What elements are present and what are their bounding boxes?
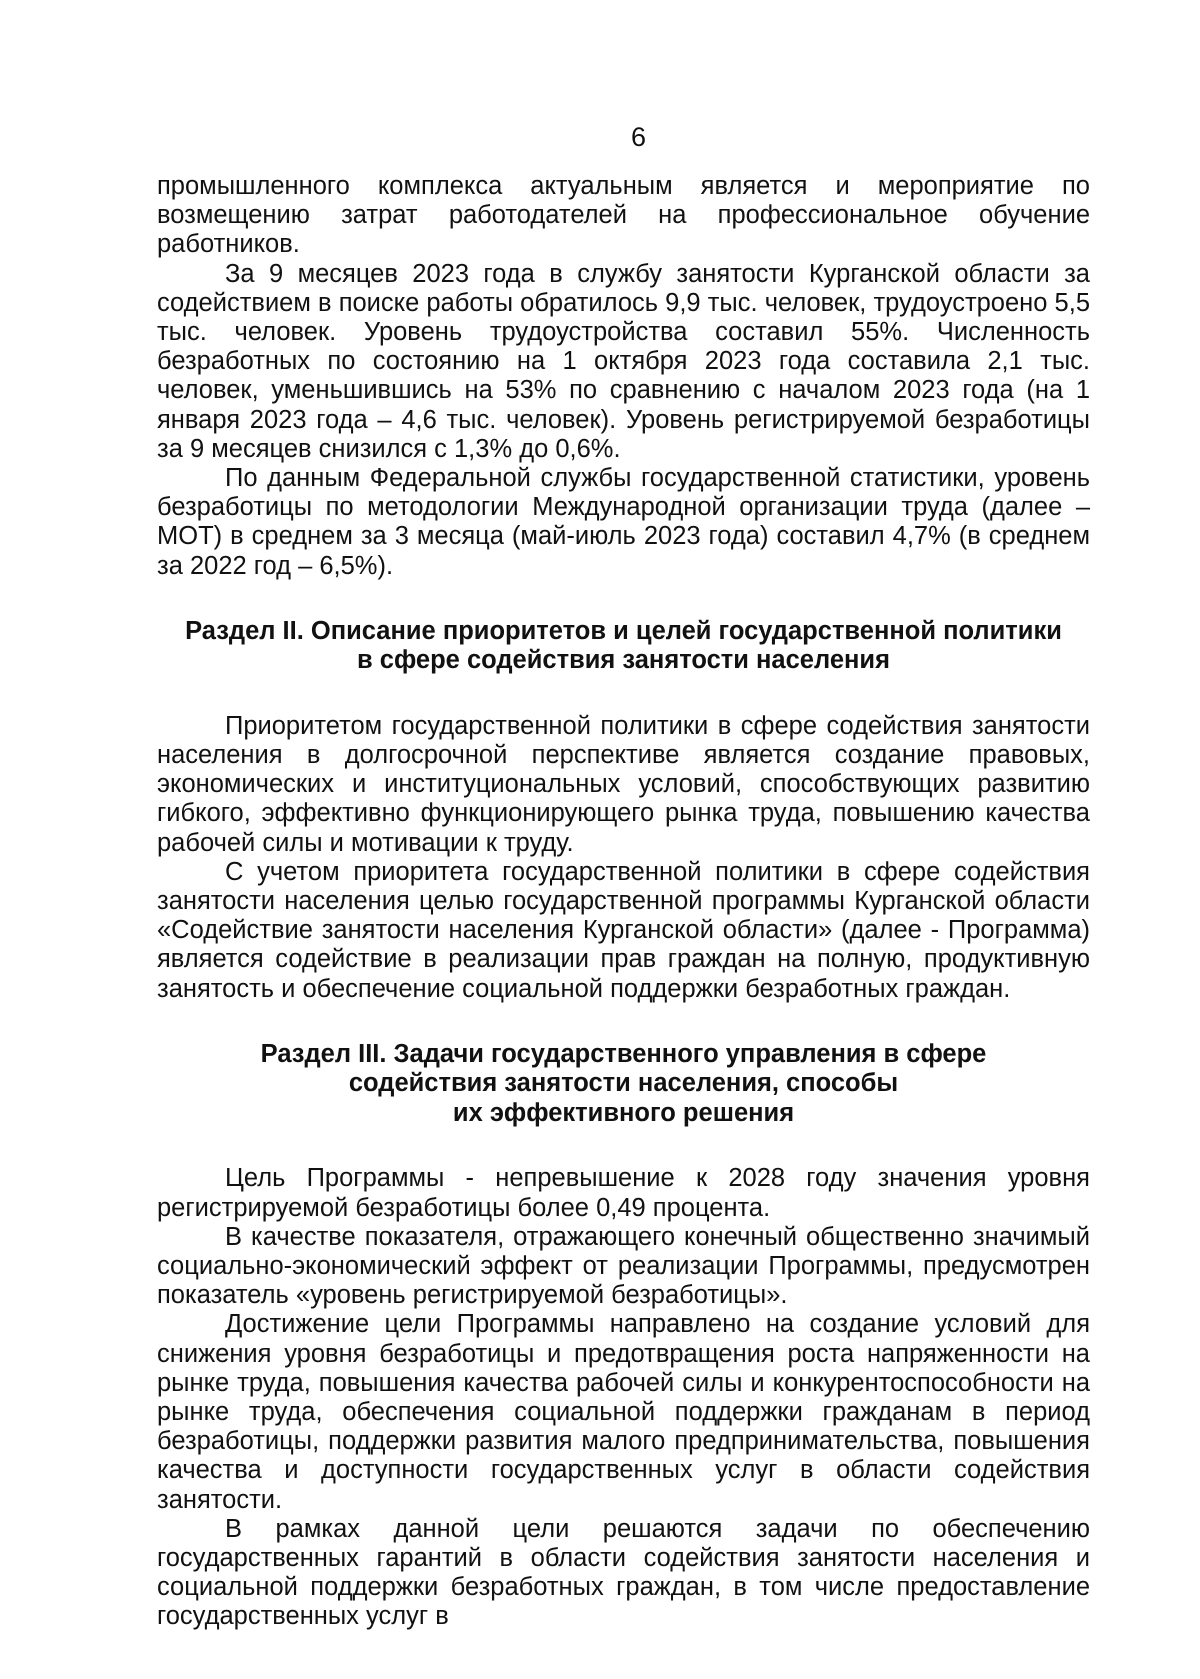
section-3-heading-line-1: Раздел III. Задачи государственного управления в сфере [260,1039,987,1068]
paragraph-employment-stats: За 9 месяцев 2023 года в службу занятости Курганской области за содействием в поиске работы обратилось 9,9 тыс. человек, трудоустроено 5,5 тыс. человек. Уровень трудоустройства составил 55%. Численность безработных по состоянию на 1 октября 2023 года составила 2,1 тыс. человек, уменьшившись на 53% по сравнению с началом 2023 года (на 1 января 2023 года – 4,6 тыс. человек). Уровень регистрируемой безработицы за 9 месяцев снизился с 1,3% до 0,6%. [157,259,1090,463]
section-2-heading-line-1: Раздел II. Описание приоритетов и целей государственной политики [185,616,1062,645]
paragraph-ilo-unemployment: По данным Федеральной службы государственной статистики, уровень безработицы по методологии Международной организации труда (далее – МОТ) в среднем за 3 месяца (май-июль 2023 года) составил 4,7% (в среднем за 2022 год – 6,5%). [157,464,1090,580]
paragraph-program-target: Цель Программы - непревышение к 2028 году значения уровня регистрируемой безработицы более 0,49 процента. [157,1164,1090,1222]
section-3-heading-line-2: содействия занятости населения, способы [348,1069,899,1098]
section-3-heading-line-3: их эффективного решения [452,1098,795,1127]
section-2-heading-line-2: в сфере содействия занятости населения [357,646,890,675]
section-3-heading [157,1040,1090,1129]
section-2-heading [157,617,1090,676]
paragraph-goal-achievement: Достижение цели Программы направлено на создание условий для снижения уровня безработицы и предотвращения роста напряженности на рынке труда, повышения качества рабочей силы и конкурентоспособности на рынке труда, обеспечения социальной поддержки гражданам в период безработицы, поддержки развития малого предпринимательства, повышения качества и доступности государственных услуг в области содействия занятости. [157,1310,1090,1514]
paragraph-continuation: промышленного комплекса актуальным является и мероприятие по возмещению затрат работодателей на профессиональное обучение работников. [157,172,1090,259]
paragraph-tasks: В рамках данной цели решаются задачи по обеспечению государственных гарантий в области содействия занятости населения и социальной поддержки безработных граждан, в том числе предоставление государственных услуг в [157,1514,1090,1631]
page-number: 6 [630,122,647,152]
paragraph-program-goal: С учетом приоритета государственной политики в сфере содействия занятости населения целью государственной программы Курганской области «Содействие занятости населения Курганской области» (далее - Программа) является содействие в реализации прав граждан на полную, продуктивную занятость и обеспечение социальной поддержки безработных граждан. [157,857,1090,1003]
paragraph-policy-priority: Приоритетом государственной политики в сфере содействия занятости населения в долгосрочной перспективе является создание правовых, экономических и институциональных условий, способствующих развитию гибкого, эффективно функционирующего рынка труда, повышению качества рабочей силы и мотивации к труду. [157,711,1090,857]
paragraph-indicator: В качестве показателя, отражающего конечный общественно значимый социально-экономический эффект от реализации Программы, предусмотрен показатель «уровень регистрируемой безработицы». [157,1222,1090,1310]
